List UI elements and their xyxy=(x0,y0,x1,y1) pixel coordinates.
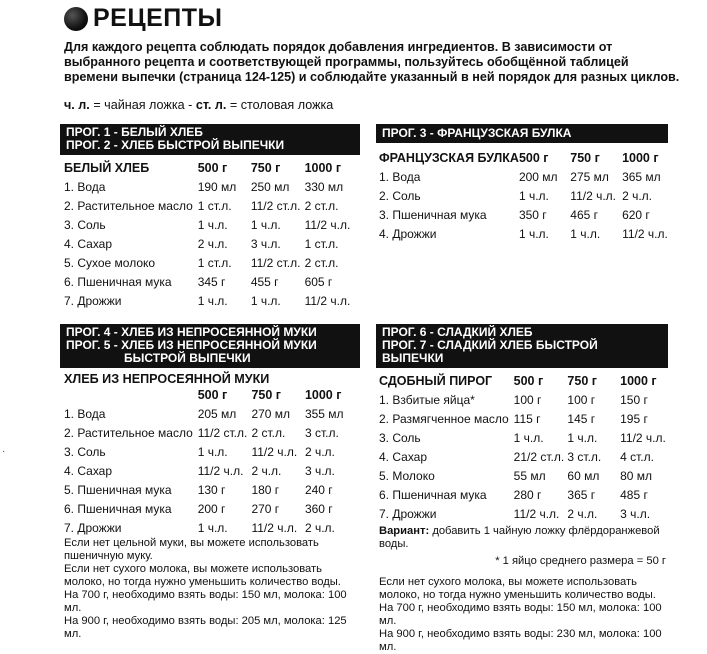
column-header: 500 г xyxy=(513,374,544,388)
amount: 465 г xyxy=(570,207,599,222)
amount: 365 мл xyxy=(622,169,661,184)
table-row xyxy=(64,196,360,215)
ingredient: 5. Сухое молоко xyxy=(64,255,156,270)
amount: 455 г xyxy=(250,274,279,289)
amount: 1 ч.л. xyxy=(518,226,549,241)
amount: 1 ч.л. xyxy=(567,430,598,445)
column-header: 750 г xyxy=(567,374,597,388)
amount: 55 мл xyxy=(513,468,546,483)
amount: 1 ч.л. xyxy=(570,226,601,241)
amount: 2 ч.л. xyxy=(197,236,228,251)
ingredient: 7. Дрожжи xyxy=(64,520,122,535)
wholemeal-title: ХЛЕБ ИЗ НЕПРОСЕЯННОЙ МУКИ xyxy=(64,372,270,386)
amount: 620 г xyxy=(622,207,650,222)
column-header: 750 г xyxy=(250,161,281,175)
amount: 11/2 ч.л. xyxy=(251,444,298,459)
ingredient: 6. Пшеничная мука xyxy=(64,274,172,289)
page-title: РЕЦЕПТЫ xyxy=(93,4,223,32)
ingredient: 7. Дрожжи xyxy=(379,506,437,521)
amount: 275 мл xyxy=(570,169,609,184)
amount: 1 ч.л. xyxy=(197,520,228,535)
amount: 605 г xyxy=(304,274,333,289)
amount: 200 г xyxy=(197,501,226,516)
amount: 100 г xyxy=(513,392,542,407)
table-row xyxy=(64,177,360,196)
french-bread-section xyxy=(376,124,668,243)
table-header-row xyxy=(379,372,668,390)
page-header xyxy=(64,4,223,33)
amount: 2 ч.л. xyxy=(304,444,335,459)
amount: 80 мл xyxy=(620,468,653,483)
sweet-bread-section xyxy=(376,324,668,654)
ingredient: 2. Соль xyxy=(379,188,421,203)
ingredient: 7. Дрожжи xyxy=(64,293,122,308)
legend-tsp-text: = чайная ложка - xyxy=(93,98,193,112)
amount: 3 ст.л. xyxy=(304,425,339,440)
ingredient: 3. Соль xyxy=(64,444,106,459)
ingredient: 6. Пшеничная мука xyxy=(379,487,487,502)
table-row xyxy=(379,447,668,466)
legend-tbsp-text: = столовая ложка xyxy=(229,98,334,112)
variant-label: Вариант: xyxy=(379,525,430,537)
amount: 240 г xyxy=(304,482,333,497)
table-row xyxy=(64,291,360,310)
table-header-row xyxy=(64,386,360,404)
column-header: 500 г xyxy=(197,388,228,402)
table-row xyxy=(64,423,360,442)
amount: 205 мл xyxy=(197,406,237,421)
amount: 11/2 ч.л. xyxy=(304,293,351,308)
ingredient: 6. Пшеничная мука xyxy=(64,501,172,516)
table-header-row xyxy=(379,149,668,167)
prog-3-title: ПРОГ. 3 - ФРАНЦУЗСКАЯ БУЛКА xyxy=(382,126,572,140)
amount: 11/2 ч.л. xyxy=(622,226,668,241)
table-row xyxy=(379,390,668,409)
amount: 11/2 ч.л. xyxy=(513,506,560,521)
amount: 145 г xyxy=(567,411,596,426)
ingredient: 1. Вода xyxy=(379,169,421,184)
amount: 250 мл xyxy=(250,179,290,194)
legend-tbsp-abbr: ст. л. xyxy=(195,98,227,112)
ingredient: 1. Вода xyxy=(64,406,106,421)
bullet-icon xyxy=(64,7,88,31)
prog-2-title: ПРОГ. 2 - ХЛЕБ БЫСТРОЙ ВЫПЕЧКИ xyxy=(66,138,285,152)
amount: 1 ст.л. xyxy=(197,198,232,213)
table-row xyxy=(64,461,360,480)
amount: 180 г xyxy=(251,482,280,497)
sweet-notes xyxy=(379,576,671,654)
amount: 190 мл xyxy=(197,179,237,194)
table-row xyxy=(64,215,360,234)
amount: 130 г xyxy=(197,482,226,497)
amount: 1 ч.л. xyxy=(518,188,549,203)
ingredient: 3. Пшеничная мука xyxy=(379,207,487,222)
amount: 1 ст.л. xyxy=(197,255,232,270)
column-header: 500 г xyxy=(518,151,549,165)
amount: 2 ст.л. xyxy=(304,198,339,213)
prog-1-title: ПРОГ. 1 - БЕЛЫЙ ХЛЕБ xyxy=(66,125,203,139)
intro-paragraph: Для каждого рецепта соблюдать порядок добавления ингредиентов. В зависимости от выбранного рецепта и соответствующей программы, пользуйтесь обобщённой таблицей времени выпечки (страница 124-125) и соблюдайте указанный в ней порядок для разных циклов. xyxy=(64,40,680,84)
note-900g: На 900 г, необходимо взять воды: 205 мл, молока: 125 мл. xyxy=(64,615,347,640)
column-header: 500 г xyxy=(197,161,228,175)
amount: 3 ч.л. xyxy=(250,236,281,251)
prog-4-title: ПРОГ. 4 - ХЛЕБ ИЗ НЕПРОСЕЯННОЙ МУКИ xyxy=(66,325,317,339)
wholemeal-notes xyxy=(64,537,364,641)
prog-5-title: ПРОГ. 5 - ХЛЕБ ИЗ НЕПРОСЕЯННОЙ МУКИ xyxy=(66,338,317,352)
table-row xyxy=(64,480,360,499)
prog-7-title: ПРОГ. 7 - СЛАДКИЙ ХЛЕБ БЫСТРОЙ ВЫПЕЧКИ xyxy=(382,338,598,365)
table-row xyxy=(64,404,360,423)
white-bread-section xyxy=(60,124,360,310)
column-header: 750 г xyxy=(251,388,281,402)
sweet-bread-table xyxy=(379,372,668,523)
amount: 350 г xyxy=(518,207,547,222)
column-header: 1000 г xyxy=(304,161,342,175)
amount: 2 ч.л. xyxy=(251,463,282,478)
amount: 2 ст.л. xyxy=(251,425,286,440)
column-header: 1000 г xyxy=(622,151,659,165)
table-row xyxy=(64,442,360,461)
legend-tsp-abbr: ч. л. xyxy=(64,98,90,112)
amount: 4 ст.л. xyxy=(620,449,654,464)
amount: 365 г xyxy=(567,487,596,502)
amount: 1 ч.л. xyxy=(197,444,228,459)
white-bread-table xyxy=(64,159,360,310)
amount: 150 г xyxy=(620,392,648,407)
amount: 485 г xyxy=(620,487,648,502)
amount: 100 г xyxy=(567,392,596,407)
amount: 1 ч.л. xyxy=(197,217,228,232)
ingredient: 2. Растительное масло xyxy=(64,425,193,440)
french-bread-table xyxy=(379,149,668,243)
legend xyxy=(64,98,333,112)
amount: 2 ч.л. xyxy=(567,506,598,521)
note-700g: На 700 г, необходимо взять воды: 150 мл, молока: 100 мл. xyxy=(379,602,662,627)
prog-5-subtitle: БЫСТРОЙ ВЫПЕЧКИ xyxy=(124,351,251,365)
wholemeal-section xyxy=(60,324,360,641)
table-row xyxy=(379,186,668,205)
sweet-variant xyxy=(379,525,668,551)
amount: 270 г xyxy=(251,501,280,516)
column-header: СДОБНЫЙ ПИРОГ xyxy=(379,374,493,388)
amount: 360 г xyxy=(304,501,333,516)
amount: 11/2 ч.л. xyxy=(570,188,617,203)
ingredient: 5. Пшеничная мука xyxy=(64,482,172,497)
table-row xyxy=(379,205,668,224)
table-row xyxy=(379,466,668,485)
egg-note: * 1 яйцо среднего размера = 50 г xyxy=(495,555,666,567)
table-row xyxy=(379,504,668,523)
amount: 11/2 ст.л. xyxy=(250,255,301,270)
amount: 3 ст.л. xyxy=(567,449,602,464)
amount: 11/2 ч.л. xyxy=(620,430,666,445)
column-header: 1000 г xyxy=(620,374,657,388)
amount: 21/2 ст.л. xyxy=(513,449,565,464)
table-row xyxy=(379,224,668,243)
table-row xyxy=(379,428,668,447)
amount: 11/2 ч.л. xyxy=(251,520,298,535)
amount: 60 мл xyxy=(567,468,600,483)
amount: 11/2 ч.л. xyxy=(197,463,244,478)
table-row xyxy=(379,167,668,186)
ingredient: 1. Вода xyxy=(64,179,106,194)
white-bread-prog-bar xyxy=(60,124,360,155)
note-whole-flour: Если нет цельной муки, вы можете использовать пшеничную муку. xyxy=(64,537,319,562)
ingredient: 2. Растительное масло xyxy=(64,198,193,213)
ingredient: 4. Дрожжи xyxy=(379,226,437,241)
table-header-row xyxy=(64,159,360,177)
table-row xyxy=(64,499,360,518)
amount: 1 ст.л. xyxy=(304,236,339,251)
french-bread-prog-bar xyxy=(376,124,668,143)
amount: 330 мл xyxy=(304,179,344,194)
amount: 1 ч.л. xyxy=(513,430,544,445)
wholemeal-table xyxy=(64,386,360,537)
amount: 2 ч.л. xyxy=(622,188,652,203)
amount: 1 ч.л. xyxy=(250,217,281,232)
table-row xyxy=(64,234,360,253)
wholemeal-prog-bar xyxy=(60,324,360,368)
column-header xyxy=(64,386,198,404)
amount: 280 г xyxy=(513,487,542,502)
amount: 2 ст.л. xyxy=(304,255,339,270)
sweet-bread-prog-bar xyxy=(376,324,668,368)
prog-6-title: ПРОГ. 6 - СЛАДКИЙ ХЛЕБ xyxy=(382,325,533,339)
amount: 1 ч.л. xyxy=(250,293,281,308)
amount: 355 мл xyxy=(304,406,344,421)
amount: 3 ч.л. xyxy=(304,463,335,478)
note-700g: На 700 г, необходимо взять воды: 150 мл, молока: 100 мл. xyxy=(64,589,347,614)
note-dry-milk: Если нет сухого молока, вы можете использовать молоко, но тогда нужно уменьшить количество воды. xyxy=(379,576,656,601)
ingredient: 4. Сахар xyxy=(379,449,428,464)
table-row xyxy=(379,409,668,428)
amount: 2 ч.л. xyxy=(304,520,335,535)
table-row xyxy=(379,485,668,504)
column-header: БЕЛЫЙ ХЛЕБ xyxy=(64,161,150,175)
ingredient: 4. Сахар xyxy=(64,236,113,251)
column-header: ФРАНЦУЗСКАЯ БУЛКА xyxy=(379,151,519,165)
amount: 3 ч.л. xyxy=(620,506,651,521)
ingredient: 3. Соль xyxy=(379,430,421,445)
amount: 11/2 ч.л. xyxy=(304,217,351,232)
table-row xyxy=(64,253,360,272)
table-row xyxy=(64,518,360,537)
amount: 11/2 ст.л. xyxy=(250,198,301,213)
amount: 270 мл xyxy=(251,406,291,421)
note-dry-milk: Если нет сухого молока, вы можете использовать молоко, но тогда нужно уменьшить количество воды. xyxy=(64,563,341,588)
amount: 11/2 ст.л. xyxy=(197,425,248,440)
ingredient: 1. Взбитые яйца* xyxy=(379,392,475,407)
table-row xyxy=(64,272,360,291)
ingredient: 4. Сахар xyxy=(64,463,113,478)
ingredient: 2. Размягченное масло xyxy=(379,411,509,426)
ingredient: 5. Молоко xyxy=(379,468,435,483)
column-header: 750 г xyxy=(570,151,600,165)
column-header: 1000 г xyxy=(304,388,342,402)
variant-text: добавить 1 чайную ложку флёрдоранжевой воды. xyxy=(379,525,660,550)
amount: 1 ч.л. xyxy=(197,293,228,308)
amount: 195 г xyxy=(620,411,648,426)
margin-mark: · xyxy=(2,446,6,457)
note-900g: На 900 г, необходимо взять воды: 230 мл, молока: 100 мл. xyxy=(379,628,662,653)
amount: 115 г xyxy=(513,411,541,426)
amount: 345 г xyxy=(197,274,226,289)
amount: 200 мл xyxy=(518,169,558,184)
ingredient: 3. Соль xyxy=(64,217,106,232)
